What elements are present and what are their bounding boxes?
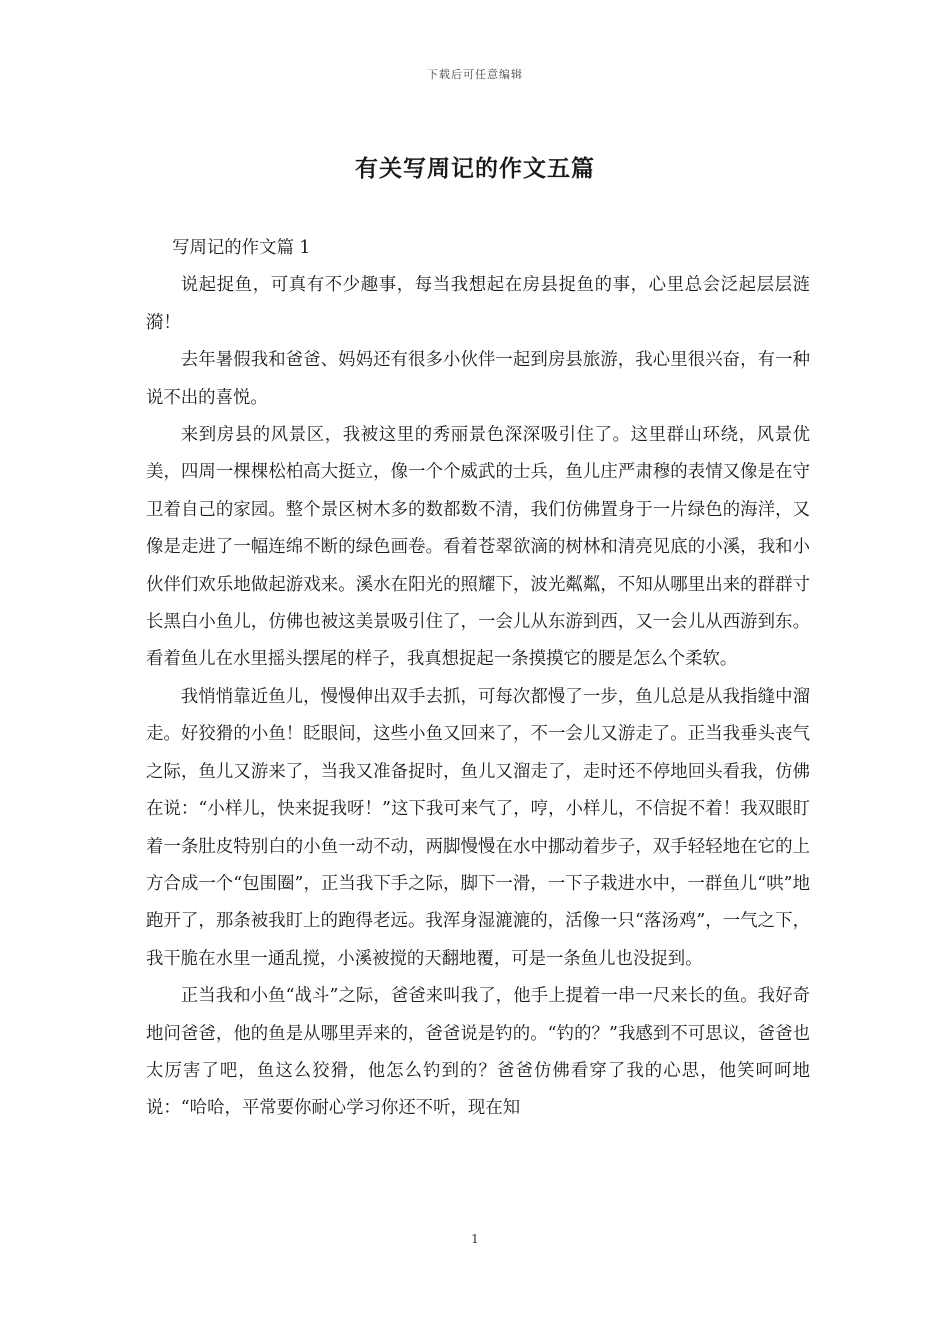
document-title: 有关写周记的作文五篇 [355,155,595,182]
paragraph-3: 来到房县的风景区，我被这里的秀丽景色深深吸引住了。这里群山环绕，风景优美，四周一棵棵松柏高大挺立，像一个个威武的士兵，鱼儿庄严肃穆的表情又像是在守卫着自己的家园。整个景区树木多的数都数不清，我们仿佛置身于一片绿色的海洋，又像是走进了一幅连绵不断的绿色画卷。看着苍翠欲滴的树林和清亮见底的小溪，我和小伙伴们欢乐地做起游戏来。溪水在阳光的照耀下，波光粼粼，不知从哪里出来的群群寸长黑白小鱼儿，仿佛也被这美景吸引住了，一会儿从东游到西，又一会儿从西游到东。看着鱼儿在水里摇头摆尾的样子，我真想捉起一条摸摸它的腰是怎么个柔软。 [146,425,810,670]
document-body [146,230,810,1128]
paragraph-2: 去年暑假我和爸爸、妈妈还有很多小伙伴一起到房县旅游，我心里很兴奋，有一种说不出的喜悦。 [146,350,810,408]
download-note: 下载后可任意编辑 [427,68,523,81]
paragraph-5: 正当我和小鱼“战斗”之际，爸爸来叫我了，他手上提着一串一尺来长的鱼。我好奇地问爸爸，他的鱼是从哪里弄来的，爸爸说是钓的。“钓的？”我感到不可思议，爸爸也太厉害了吧，鱼这么狡猾，他怎么钓到的？爸爸仿佛看穿了我的心思，他笑呵呵地说：“哈哈，平常要你耐心学习你还不听，现在知 [146,986,810,1119]
paragraph-1: 说起捉鱼，可真有不少趣事，每当我想起在房县捉鱼的事，心里总会泛起层层涟漪！ [146,275,810,333]
page-number: 1 [471,1232,479,1246]
section-heading: 写周记的作文篇 1 [172,238,311,258]
paragraph-4: 我悄悄靠近鱼儿，慢慢伸出双手去抓，可每次都慢了一步，鱼儿总是从我指缝中溜走。好狡猾的小鱼！眨眼间，这些小鱼又回来了，不一会儿又游走了。正当我垂头丧气之际，鱼儿又游来了，当我又准备捉时，鱼儿又溜走了，走时还不停地回头看我，仿佛在说：“小样儿，快来捉我呀！”这下我可来气了，哼，小样儿，不信捉不着！我双眼盯着一条肚皮特别白的小鱼一动不动，两脚慢慢在水中挪动着步子，双手轻轻地在它的上方合成一个“包围圈”，正当我下手之际，脚下一滑，一下子栽进水中，一群鱼儿“哄”地跑开了，那条被我盯上的跑得老远。我浑身湿漉漉的，活像一只“落汤鸡”，一气之下，我干脆在水里一通乱搅，小溪被搅的天翻地覆，可是一条鱼儿也没捉到。 [146,686,810,969]
